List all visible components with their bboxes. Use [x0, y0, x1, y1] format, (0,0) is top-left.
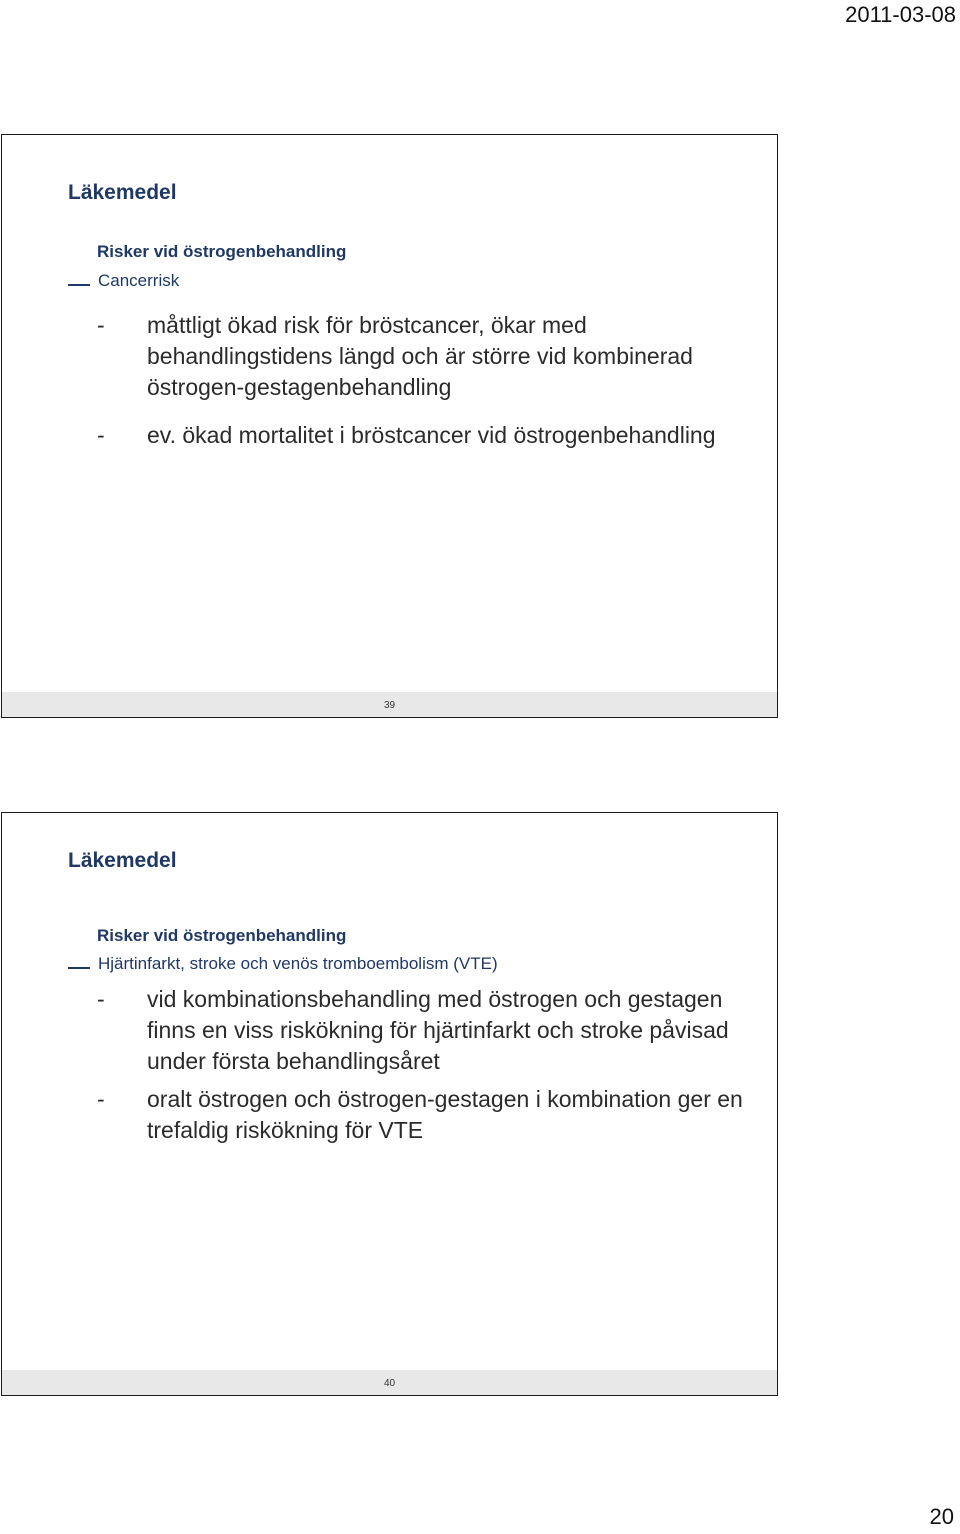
page-number: 20: [929, 1504, 954, 1529]
topic-heading: Hjärtinfarkt, stroke och venös tromboembolism (VTE): [98, 954, 498, 973]
slide-number: 40: [2, 1370, 777, 1395]
slide-number: 39: [2, 692, 777, 717]
bullet-text: vid kombinationsbehandling med östrogen och gestagen finns en viss riskökning för hjärtinfarkt och stroke påvisad under första behandlingsåret: [147, 986, 729, 1074]
bullet-list: [97, 984, 757, 1153]
bullet-marker: -: [97, 422, 105, 448]
bullet-text: måttligt ökad risk för bröstcancer, ökar med behandlingstidens längd och är större vid kombinerad östrogen-gestagenbehandling: [147, 312, 693, 400]
bullet-item: [97, 984, 757, 1077]
topic-row: [68, 271, 179, 291]
bullet-marker: -: [97, 986, 105, 1012]
page-date: 2011-03-08: [845, 2, 956, 27]
topic-row: [68, 954, 498, 974]
bullet-marker: -: [97, 1086, 105, 1112]
slide-subtitle: Risker vid östrogenbehandling: [97, 242, 347, 261]
slide-subtitle: Risker vid östrogenbehandling: [97, 926, 347, 945]
dash-icon: [68, 284, 90, 286]
bullet-item: [97, 420, 757, 451]
bullet-text: oralt östrogen och östrogen-gestagen i kombination ger en trefaldig riskökning för VTE: [147, 1086, 743, 1143]
bullet-text: ev. ökad mortalitet i bröstcancer vid östrogenbehandling: [147, 422, 716, 448]
bullet-item: [97, 1084, 757, 1146]
slide-40: [1, 812, 778, 1396]
dash-icon: [68, 967, 90, 969]
bullet-item: [97, 310, 757, 403]
slide-title: Läkemedel: [68, 181, 177, 204]
bullet-marker: -: [97, 312, 105, 338]
bullet-list: [97, 310, 757, 468]
topic-heading: Cancerrisk: [98, 271, 180, 290]
slide-title: Läkemedel: [68, 849, 177, 872]
slide-39: [1, 134, 778, 718]
